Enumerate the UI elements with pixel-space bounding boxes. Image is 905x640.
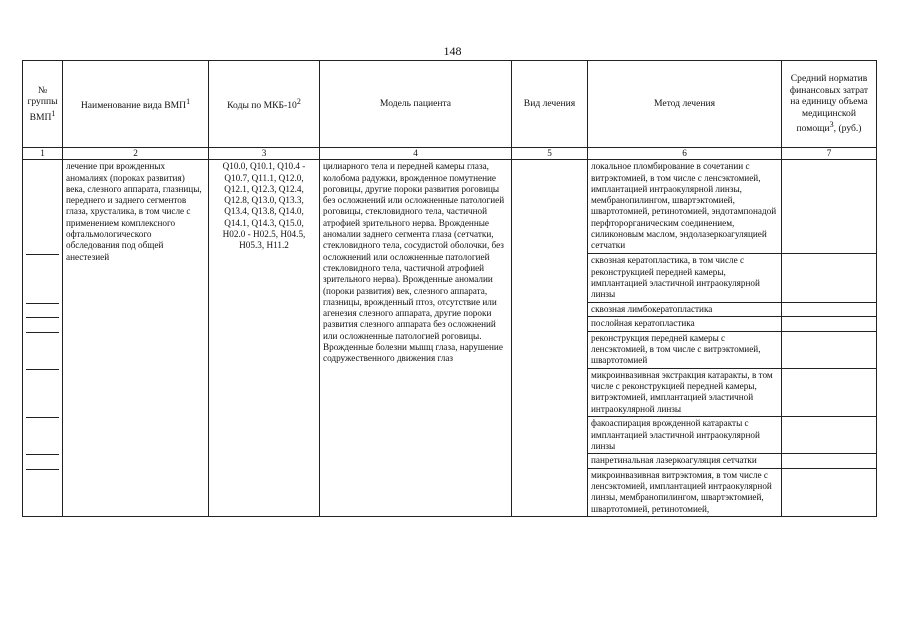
header-group: № группы ВМП$^1$ [23,61,63,148]
column-number: 6 [588,148,782,160]
patient-model-cell: цилиарного тела и передней камеры глаза, колобома радужки, врожденное помутнение роговицы, другие пороки развития роговицы без осложнений или осложненные патологией роговицы, стекловидного тела, частичной атрофией зрительного нерва. Врожденные аномалии заднего сегмента глаза (сетчатки, стекловидного тела, сосудистой оболочки, без осложнений или осложненные патологией стекловидного тела, частичной атрофией зрительного нерва). Врожденные аномалии (пороки развития) век, слезного аппарата, глазницы, врожденный птоз, отсутствие или агенезия слезного аппарата, другие пороки развития слезного аппарата без осложнений или осложненные патологией роговицы. Врожденные болезни мышц глаза, нарушение содружественного движения глаз [320,160,512,517]
method-cell: сквозная кератопластика, в том числе с реконструкцией передней камеры, имплантацией эластичной интраокулярной линзы [588,254,782,303]
column-number: 3 [209,148,320,160]
cost-cell [782,254,877,303]
cost-cell [782,302,877,316]
method-cell: реконструкция передней камеры с ленсэктомией, в том числе с витрэктомией, швартотомией [588,331,782,368]
treatment-type-cell [512,160,588,517]
cost-cell [782,454,877,468]
header-codes: Коды по МКБ-$10^2$ [209,61,320,148]
cost-cell [782,317,877,331]
page-number: 148 [443,44,462,58]
row-divider-line [26,332,59,333]
cost-cell [782,417,877,454]
header-model: Модель пациента [320,61,512,148]
treatment-name-cell: лечение при врожденных аномалиях (пороках развития) века, слезного аппарата, глазницы, переднего и заднего сегментов глаза, хрусталика, в том числе с применением комплексного офтальмологического обследования под общей анестезией [63,160,209,517]
group-cell-dividers [26,161,59,515]
column-number: 7 [782,148,877,160]
row-divider-line [26,254,59,255]
row-divider-line [26,317,59,318]
method-cell: микроинвазивная экстракция катаракты, в том числе с реконструкцией передней камеры, витрэктомией, имплантацией эластичной интраокулярной линзы [588,368,782,417]
method-cell: панретинальная лазеркоагуляция сетчатки [588,454,782,468]
header-row [23,61,877,148]
row-divider-line [26,469,59,470]
header-name: Наименование вида ВМП$^1$ [63,61,209,148]
icd-codes-cell: Q10.0, Q10.1, Q10.4 - Q10.7, Q11.1, Q12.0, Q12.1, Q12.3, Q12.4, Q12.8, Q13.0, Q13.3, Q13.4, Q13.8, Q14.0, Q14.1, Q14.3, Q15.0, H02.0 - H02.5, H04.5, H05.3, H11.2 [209,160,320,517]
header-cost: Средний норматив финансовых затрат на единицу объема медицинской помощи$^3$, (руб.) [782,61,877,148]
method-cell: послойная кератопластика [588,317,782,331]
column-number: 1 [23,148,63,160]
column-number: 4 [320,148,512,160]
row-divider-line [26,417,59,418]
method-cell: локальное пломбирование в сочетании с витрэктомией, в том числе с ленсэктомией, имплантацией интраокулярной линзы, мембранопилингом, швартэктомией, швартотомией, ретинотомией, эндотампонадой перфторорганическим соединением, силиконовым маслом, эндолазеркоагуляцией сетчатки [588,160,782,254]
method-cell: сквозная лимбокератопластика [588,302,782,316]
cost-cell [782,468,877,517]
row-divider-line [26,454,59,455]
header-type: Вид лечения [512,61,588,148]
group-number-cell [23,160,63,517]
row-divider-line [26,369,59,370]
column-number: 5 [512,148,588,160]
column-number: 2 [63,148,209,160]
cost-cell [782,331,877,368]
header-method: Метод лечения [588,61,782,148]
column-numbers-row [23,148,877,160]
table-row [23,160,877,254]
method-cell: микроинвазивная витрэктомия, в том числе с ленсэктомией, имплантацией интраокулярной линзы, мембранопилингом, швартэктомией, швартотомией, ретинотомией, [588,468,782,517]
row-divider-line [26,303,59,304]
cost-cell [782,160,877,254]
vmp-table [22,60,877,517]
method-cell: факоаспирация врожденной катаракты с имплантацией эластичной интраокулярной линзы [588,417,782,454]
cost-cell [782,368,877,417]
